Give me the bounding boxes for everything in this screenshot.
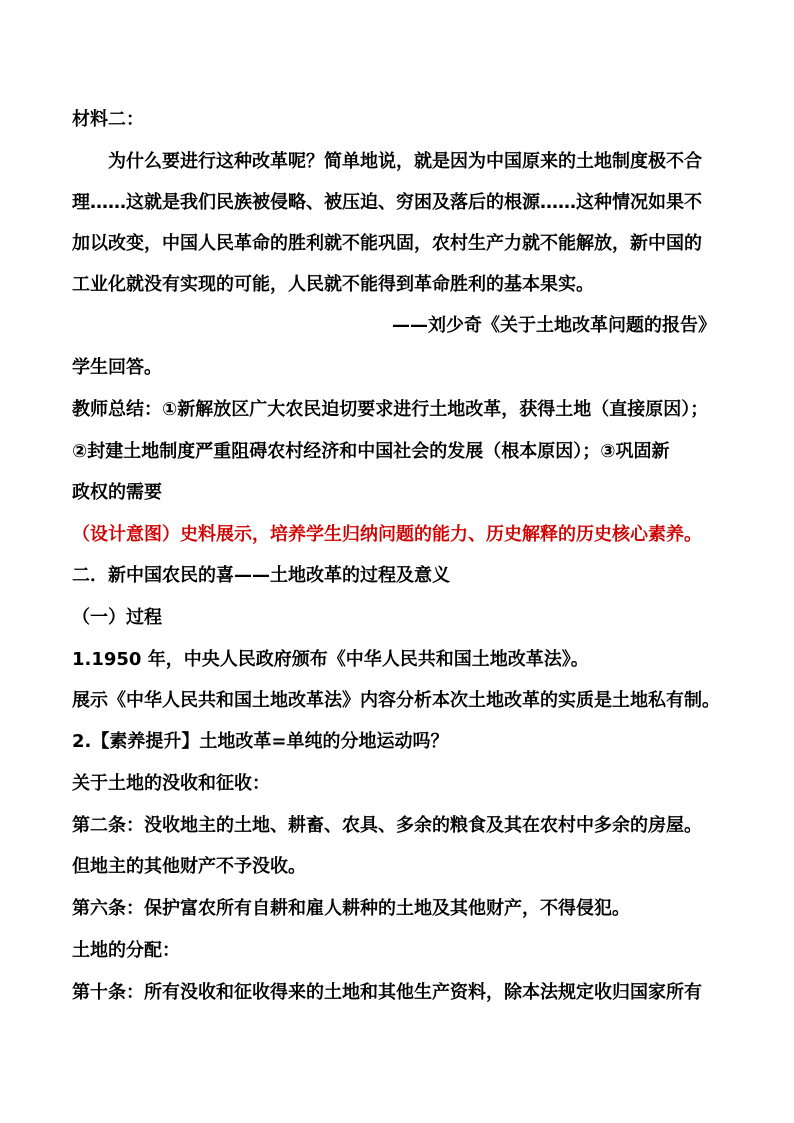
subsection-one-heading: （一）过程 <box>72 607 162 628</box>
confiscation-title: 关于土地的没收和征收： <box>72 773 270 794</box>
quote-line-2: 理……这就是我们民族被侵略、被压迫、穷困及落后的根源……这种情况如果不 <box>72 192 702 213</box>
teacher-summary-line-1: 教师总结：①新解放区广大农民迫切要求进行土地改革，获得土地（直接原因）； <box>72 399 709 420</box>
teacher-summary-line-3: 政权的需要 <box>72 482 162 503</box>
quote-line-3: 加以改变，中国人民革命的胜利就不能巩固，农村生产力就不能解放，新中国的 <box>72 233 702 254</box>
teacher-summary-line-2: ②封建土地制度严重阻碍农村经济和中国社会的发展（根本原因）；③巩固新 <box>72 441 670 462</box>
quote-line-4: 工业化就没有实现的可能，人民就不能得到革命胜利的基本果实。 <box>72 274 594 295</box>
article-10: 第十条：所有没收和征收得来的土地和其他生产资料，除本法规定收归国家所有 <box>72 982 702 1003</box>
article-2-line-1: 第二条：没收地主的土地、耕畜、农具、多余的粮食及其在农村中多余的房屋。 <box>72 815 702 836</box>
item-2: 2.【素养提升】土地改革=单纯的分地运动吗？ <box>72 731 449 752</box>
item-1: 1.1950 年，中央人民政府颁布《中华人民共和国土地改革法》。 <box>72 649 589 670</box>
article-2-line-2: 但地主的其他财产不予没收。 <box>72 856 306 877</box>
student-answer: 学生回答。 <box>72 357 162 378</box>
quote-attribution: ——刘少奇《关于土地改革问题的报告》 <box>392 315 716 336</box>
quote-line-1: 为什么要进行这种改革呢？简单地说，就是因为中国原来的土地制度极不合 <box>108 151 702 172</box>
distribution-title: 土地的分配： <box>72 940 180 961</box>
design-intent: （设计意图）史料展示，培养学生归纳问题的能力、历史解释的历史核心素养。 <box>72 524 702 545</box>
section-two-heading: 二．新中国农民的喜——土地改革的过程及意义 <box>72 565 450 586</box>
item-1-note: 展示《中华人民共和国土地改革法》内容分析本次土地改革的实质是土地私有制。 <box>72 690 720 711</box>
material-title: 材料二： <box>72 109 144 130</box>
article-6: 第六条：保护富农所有自耕和雇人耕种的土地及其他财产，不得侵犯。 <box>72 898 630 919</box>
